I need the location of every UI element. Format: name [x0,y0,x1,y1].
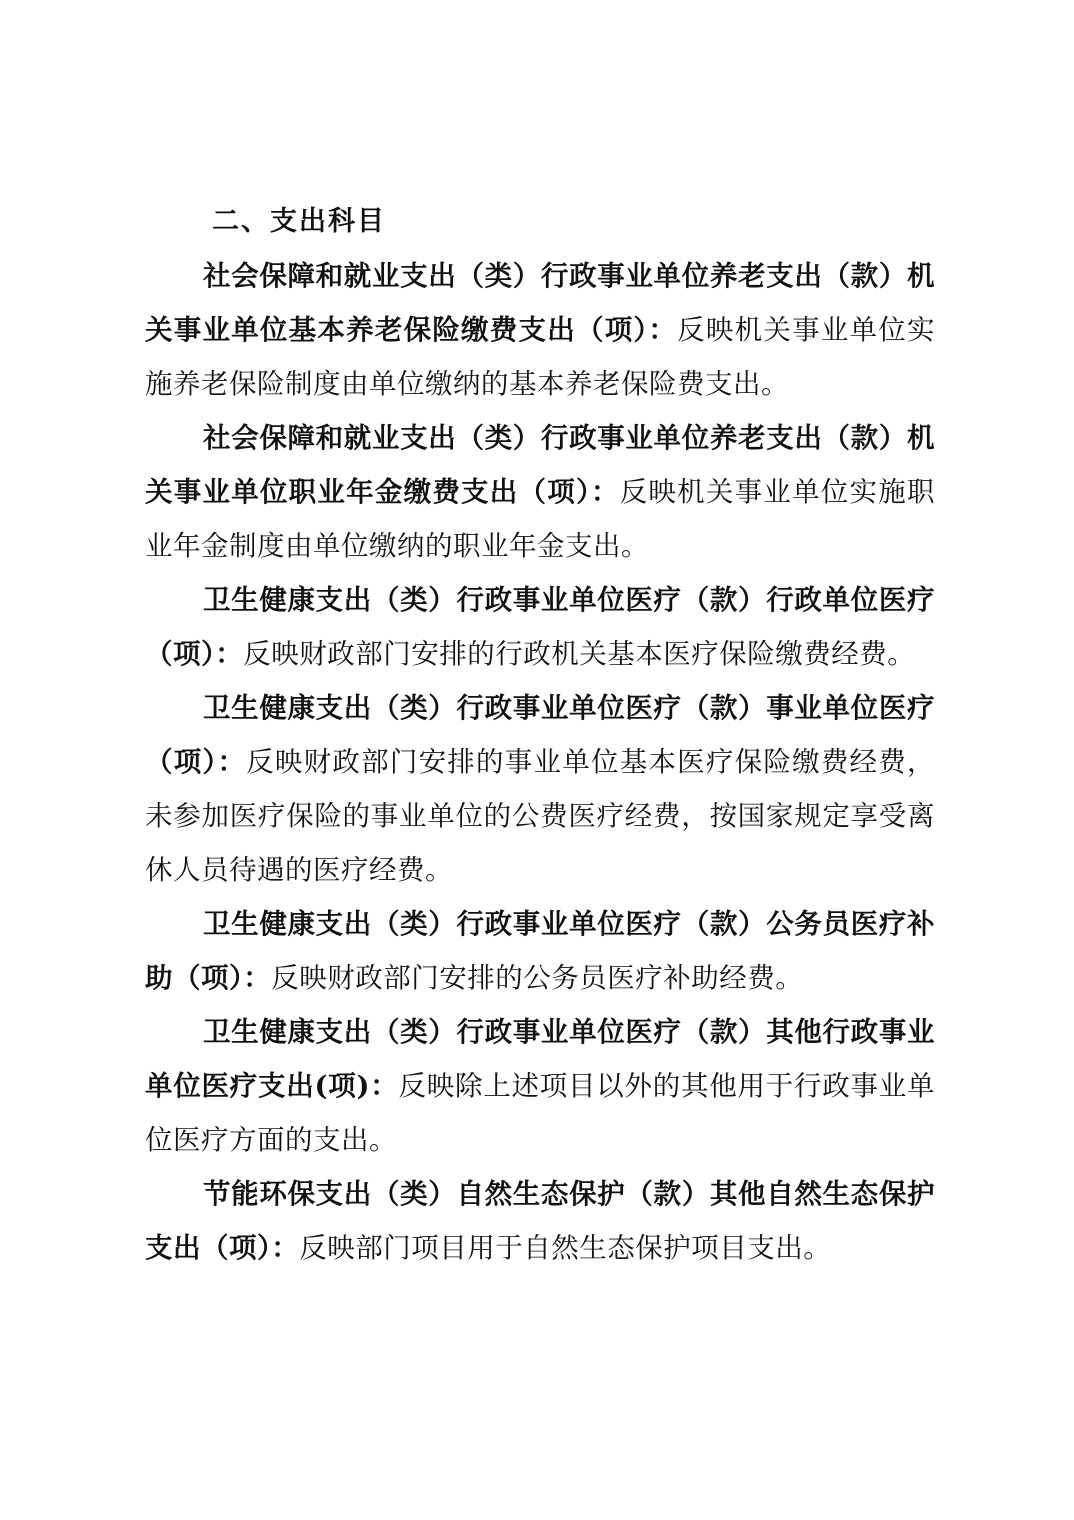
item-description: 反映机关事业单位实施养老保险制度由单位缴纳的基本养老保险费支出。 [145,314,936,400]
expense-item-ecology [145,1167,935,1275]
expense-item-occupational-annuity [145,411,935,573]
item-title: 节能环保支出（类）自然生态保护（款）其他自然生态保护支出（项）： [145,1178,935,1264]
expense-item-civil-servant-medical [145,897,935,1005]
expense-item-other-medical [145,1005,935,1167]
item-description: 反映财政部门安排的行政机关基本医疗保险缴费经费。 [243,638,916,670]
item-description: 反映部门项目用于自然生态保护项目支出。 [299,1232,832,1264]
expense-item-pension-basic [145,249,935,411]
item-description: 反映除上述项目以外的其他用于行政事业单位医疗方面的支出。 [145,1070,935,1156]
item-title: 卫生健康支出（类）行政事业单位医疗（款）事业单位医疗（项）： [145,692,935,778]
item-title: 卫生健康支出（类）行政事业单位医疗（款）公务员医疗补助（项）： [145,908,935,994]
expense-item-admin-medical [145,573,935,681]
expense-item-institution-medical [145,681,935,897]
item-title: 卫生健康支出（类）行政事业单位医疗（款）其他行政事业单位医疗支出(项)： [145,1016,935,1102]
document-page [145,195,935,1275]
item-title: 卫生健康支出（类）行政事业单位医疗（款）行政单位医疗（项）： [145,584,935,670]
item-description: 反映财政部门安排的事业单位基本医疗保险缴费经费，未参加医疗保险的事业单位的公费医疗经费，按国家规定享受离休人员待遇的医疗经费。 [145,746,936,886]
section-heading: 二、支出科目 [212,206,386,237]
item-description: 反映财政部门安排的公务员医疗补助经费。 [271,962,804,994]
item-title: 社会保障和就业支出（类）行政事业单位养老支出（款）机关事业单位基本养老保险缴费支出（项）： [145,260,935,346]
item-title: 社会保障和就业支出（类）行政事业单位养老支出（款）机关事业单位职业年金缴费支出（项）： [145,422,935,508]
item-description: 反映机关事业单位实施职业年金制度由单位缴纳的职业年金支出。 [145,476,936,562]
